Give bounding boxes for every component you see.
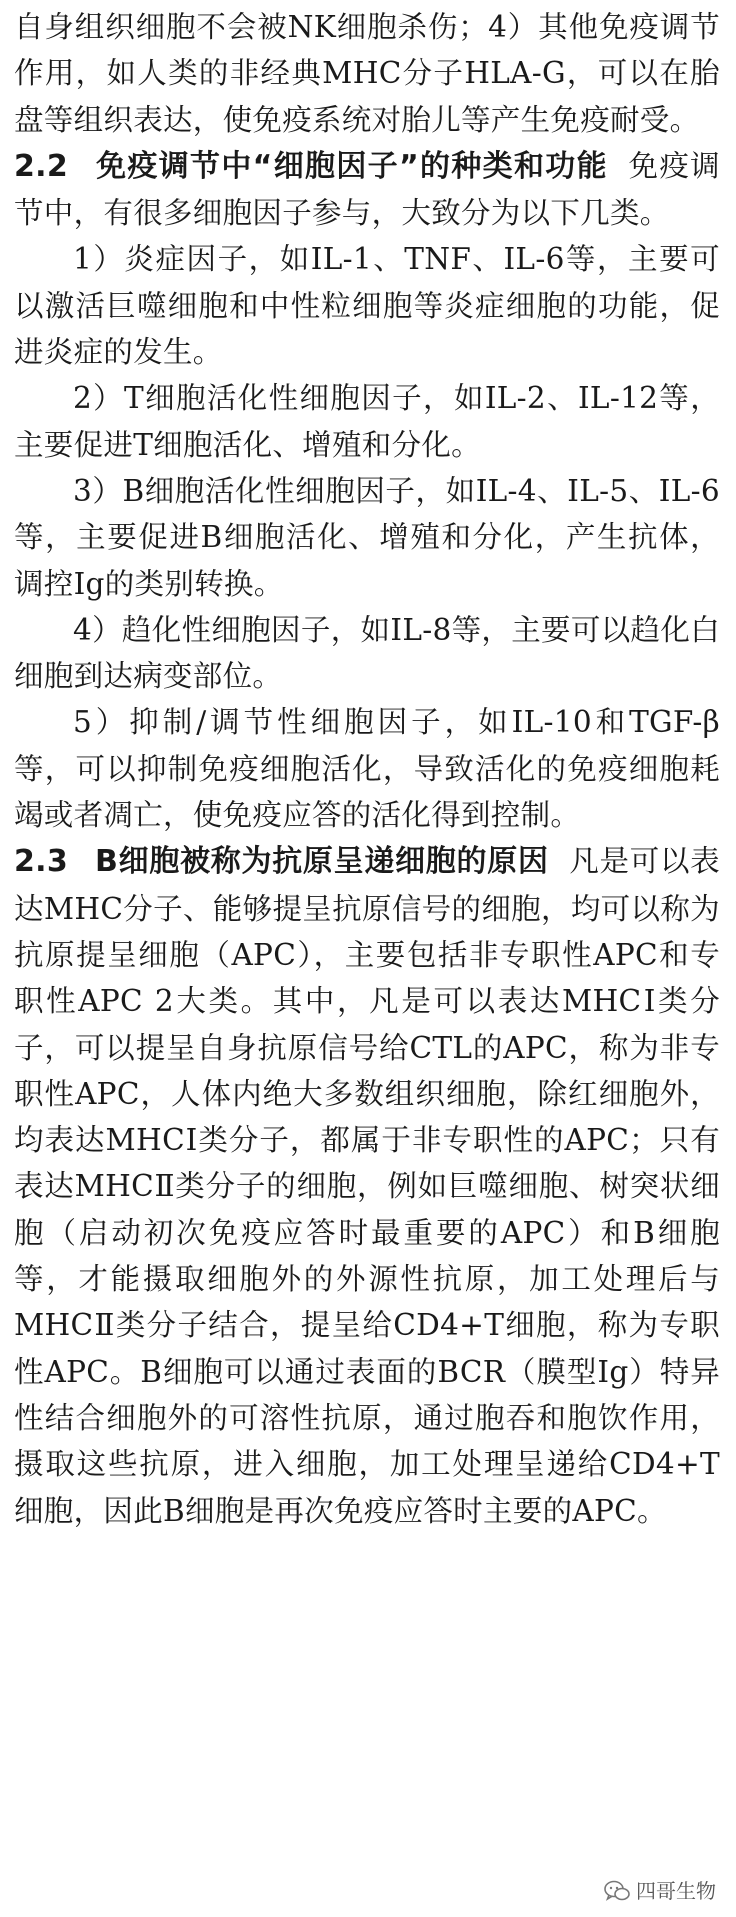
list-item: 2）T细胞活化性细胞因子，如IL-2、IL-12等，主要促进T细胞活化、增殖和分化。 [14, 381, 720, 462]
watermark-text: 四哥生物 [636, 1879, 716, 1903]
section-title: B细胞被称为抗原呈递细胞的原因 [95, 844, 549, 880]
section-2-3 [14, 838, 720, 1533]
list-item: 4）趋化性细胞因子，如IL-8等，主要可以趋化白细胞到达病变部位。 [14, 612, 720, 694]
list-item: 1）炎症因子，如IL-1、TNF、IL-6等，主要可以激活巨噬细胞和中性粒细胞等炎症细胞的功能，促进炎症的发生。 [14, 242, 720, 370]
intro-paragraph: 自身组织细胞不会被NK细胞杀伤；4）其他免疫调节作用，如人类的非经典MHC分子HLA-G，可以在胎盘等组织表达，使免疫系统对胎儿等产生免疫耐受。 [14, 10, 720, 137]
article-body [14, 4, 720, 1534]
list-item: 3）B细胞活化性细胞因子，如IL-4、IL-5、IL-6等，主要促进B细胞活化、增殖和分化，产生抗体，调控Ig的类别转换。 [14, 473, 720, 601]
section-title: 免疫调节中“细胞因子”的种类和功能 [95, 148, 608, 184]
list-item: 5）抑制/调节性细胞因子，如IL-10和TGF-β等，可以抑制免疫细胞活化，导致活化的免疫细胞耗竭或者凋亡，使免疫应答的活化得到控制。 [14, 705, 720, 833]
section-number: 2.2 [14, 148, 69, 184]
section-2-2-heading [14, 149, 608, 184]
watermark [600, 1877, 720, 1905]
section-number: 2.3 [14, 844, 69, 880]
section-body: 凡是可以表达MHC分子、能够提呈抗原信号的细胞，均可以称为抗原提呈细胞（APC），主要包括非专职性APC和专职性APC 2大类。其中，凡是可以表达MHCⅠ类分子，可以提呈自身抗原信号给CTL的APC，称为非专职性APC，人体内绝大多数组织细胞，除红细胞外，均表达MHCⅠ类分子，都属于非专职性的APC；只有表达MHCⅡ类分子的细胞，例如巨噬细胞、树突状细胞（启动初次免疫应答时最重要的APC）和B细胞等，才能摄取细胞外的外源性抗原，加工处理后与MHCⅡ类分子结合，提呈给CD4+T细胞，称为专职性APC。B细胞可以通过表面的BCR（膜型Ig）特异性结合细胞外的可溶性抗原，通过胞吞和胞饮作用，摄取这些抗原，进入细胞，加工处理呈递给CD4+T细胞，因此B细胞是再次免疫应答时主要的APC。 [14, 844, 720, 1528]
section-2-2 [14, 143, 720, 237]
section-lead: 免疫调节中，有很多细胞因子参与，大致分为以下几类。 [14, 148, 720, 231]
wechat-icon [604, 1880, 630, 1902]
section-2-3-heading [14, 844, 549, 879]
